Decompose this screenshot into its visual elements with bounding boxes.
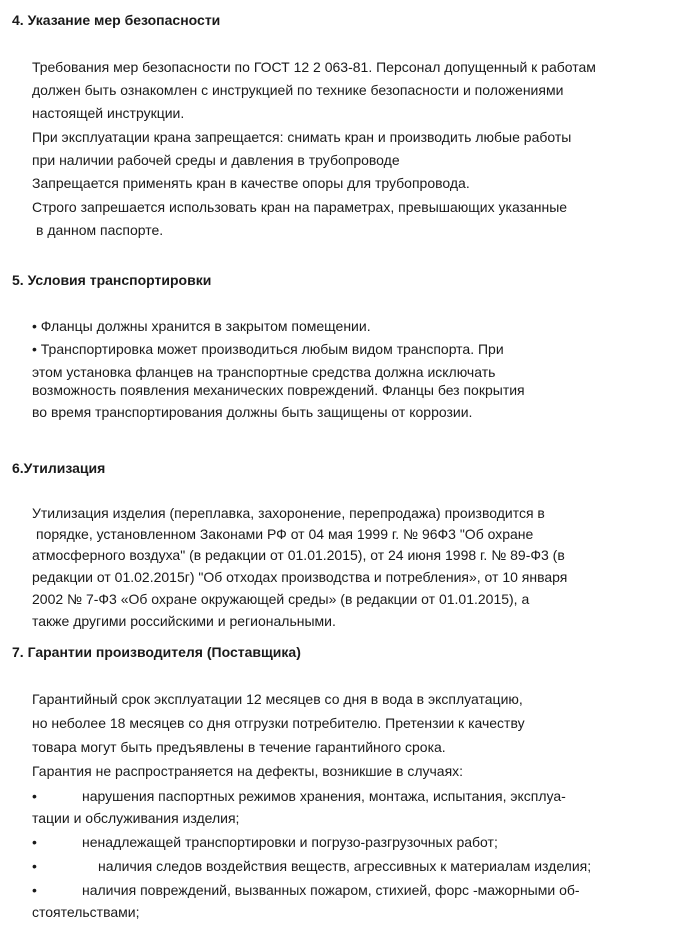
section-6-line: редакции от 01.02.2015г) "Об отходах производства и потребления», от 10 января	[32, 569, 568, 585]
section-6-line: Утилизация изделия (переплавка, захоронение, перепродажа) производится в	[32, 505, 545, 521]
section-4-heading: 4. Указание мер безопасности	[12, 12, 221, 28]
section-6-line: порядке, установленном Законами РФ от 04 мая 1999 г. № 96Ф3 "Об охране	[36, 526, 534, 542]
section-6-line: также другими российскими и региональными.	[32, 613, 336, 629]
section-4-line: должен быть ознакомлен с инструкцией по технике безопасности и положениями	[32, 82, 564, 98]
section-6-line: 2002 № 7-Ф3 «Об охране окружающей среды» (в редакции от 01.01.2015), а	[32, 591, 530, 607]
section-6-heading: 6.Утилизация	[12, 460, 106, 476]
section-7-line: но неболее 18 месяцев со дня отгрузки потребителю. Претензии к качеству	[32, 715, 525, 731]
section-4-line: в данном паспорте.	[36, 222, 164, 238]
section-5-line: этом установка фланцев на транспортные средства должна исключать	[32, 364, 496, 380]
section-5-line: • Транспортировка может производиться любым видом транспорта. При	[32, 341, 504, 357]
section-7-line: тации и обслуживания изделия;	[32, 810, 240, 826]
section-7-heading: 7. Гарантии производителя (Поставщика)	[12, 644, 301, 660]
section-4-line: При эксплуатации крана запрещается: снимать кран и производить любые работы	[32, 129, 572, 145]
section-5-heading: 5. Условия транспортировки	[12, 272, 212, 288]
section-4-line: настоящей инструкции.	[32, 105, 185, 121]
section-5-line: возможность появления механических повреждений. Фланцы без покрытия	[32, 382, 525, 398]
section-4-line: Запрещается применять кран в качестве опоры для трубопровода.	[32, 175, 470, 191]
section-5-line: • Фланцы должны хранится в закрытом помещении.	[32, 318, 371, 334]
section-7-line: Гарантия не распространяется на дефекты, возникшие в случаях:	[32, 763, 464, 779]
section-4-line: Требования мер безопасности по ГОСТ 12 2 063-81. Персонал допущенный к работам	[32, 59, 596, 75]
section-7-line: Гарантийный срок эксплуатации 12 месяцев со дня в вода в эксплуатацию,	[32, 691, 523, 707]
section-7-line: наличия следов воздействия веществ, агрессивных к материалам изделия;	[98, 858, 592, 874]
section-7-line: ненадлежащей транспортировки и погрузо-разгрузочных работ;	[82, 834, 498, 850]
section-4-line: при наличии рабочей среды и давления в трубопроводе	[32, 152, 400, 168]
section-6-line: атмосферного воздуха" (в редакции от 01.01.2015), от 24 июня 1998 г. № 89-Ф3 (в	[32, 547, 565, 563]
bullet-marker: •	[32, 788, 37, 804]
section-4-line: Строго запрешается использовать кран на параметрах, превышающих указанные	[32, 199, 568, 215]
section-5-line: во время транспортирования должны быть защищены от коррозии.	[32, 404, 473, 420]
section-7-line: нарушения паспортных режимов хранения, монтажа, испытания, эксплуа-	[82, 788, 566, 804]
section-7-line: наличия повреждений, вызванных пожаром, стихией, форс -мажорными об-	[82, 882, 580, 898]
section-7-line: стоятельствами;	[32, 904, 140, 920]
section-7-line: товара могут быть предъявлены в течение гарантийного срока.	[32, 739, 446, 755]
bullet-marker: •	[32, 834, 37, 850]
bullet-marker: •	[32, 858, 37, 874]
bullet-marker: •	[32, 882, 37, 898]
